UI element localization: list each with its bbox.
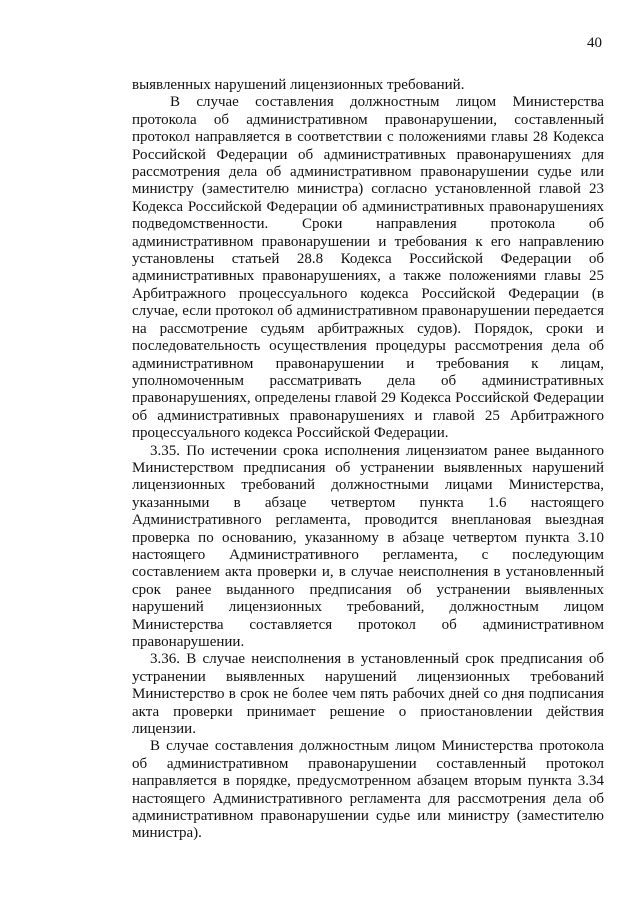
paragraph-continuation: выявленных нарушений лицензионных требований. bbox=[132, 77, 465, 93]
paragraph-protocol-procedure: В случае составления должностным лицом Министерства протокола об административном правонарушении, составленный протокол направляется в соответствии с положениями главы 28 Кодекса Российской Федерации об административных правонарушениях для рассмотрения дела об административном правонарушении судье или министру (заместителю министра) согласно установленной главой 23 Кодекса Российской Федерации об административных правонарушениях подведомственности. Сроки направления протокола об административном правонарушении и требования к его направлению установлены статьей 28.8 Кодекса Российской Федерации об административных правонарушениях, а также положениями главы 25 Арбитражного процессуального кодекса Российской Федерации (в случае, если протокол об административном правонарушении передается на рассмотрение судьям арбитражных судов). Порядок, сроки и последовательность осуществления процедуры рассмотрения дела об административном правонарушении и требования к лицам, уполномоченным рассматривать дела об административных правонарушениях, определены главой 29 Кодекса Российской Федерации об административных правонарушениях и главой 25 Арбитражного процессуального кодекса Российской Федерации. bbox=[132, 94, 604, 442]
page-number: 40 bbox=[587, 35, 602, 51]
paragraph-protocol-referral: В случае составления должностным лицом Министерства протокола об административном правонарушении составленный протокол направляется в порядке, предусмотренном абзацем вторым пункта 3.34 настоящего Административного регламента для рассмотрения дела об административном правонарушении судье или министру (заместителю министра). bbox=[132, 738, 604, 842]
paragraph-3-35: 3.35. По истечении срока исполнения лицензиатом ранее выданного Министерством предписания об устранении выявленных нарушений лицензионных требований должностными лицами Министерства, указанными в абзаце четвертом пункта 1.6 настоящего Административного регламента, проводится внеплановая выездная проверка по основанию, указанному в абзаце четвертом пункта 3.10 настоящего Административного регламента, с последующим составлением акта проверки и, в случае неисполнения в установленный срок ранее выданного предписания об устранении выявленных нарушений лицензионных требований, должностным лицом Министерства составляется протокол об административном правонарушении. bbox=[132, 442, 604, 650]
document-body bbox=[132, 77, 604, 843]
paragraph-3-36: 3.36. В случае неисполнения в установленный срок предписания об устранении выявленных нарушений лицензионных требований Министерство в срок не более чем пять рабочих дней со дня подписания акта проверки принимает решение о приостановлении действия лицензии. bbox=[132, 651, 604, 738]
